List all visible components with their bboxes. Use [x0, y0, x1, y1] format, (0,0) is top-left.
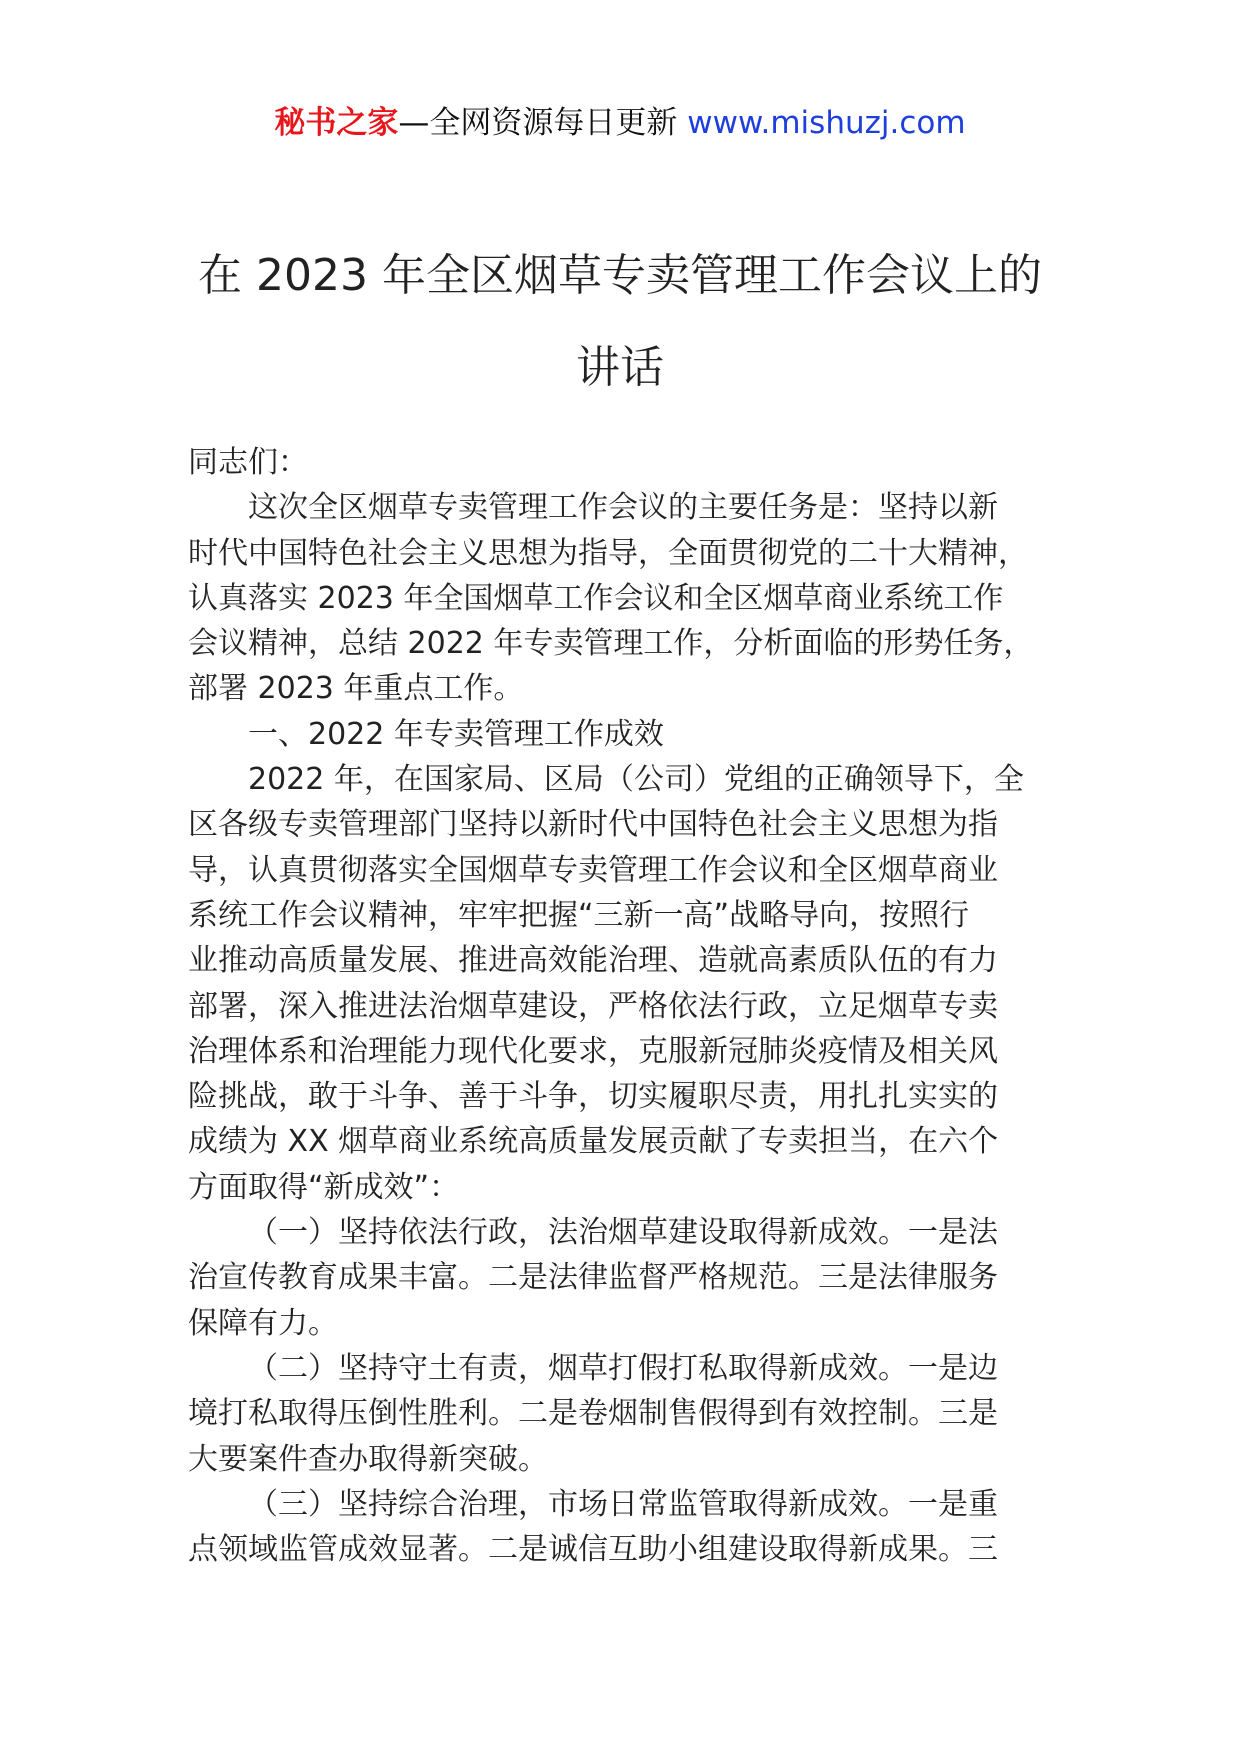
text-line: 区各级专卖管理部门坚持以新时代中国特色社会主义思想为指 [188, 807, 998, 843]
text-line: 这次全区烟草专卖管理工作会议的主要任务是：坚持以新 [248, 490, 998, 526]
text-line: 治宣传教育成果丰富。二是法律监督严格规范。三是法律服务 [188, 1260, 998, 1296]
paragraph-intro [188, 485, 1068, 711]
title-line: 讲话 [576, 342, 664, 393]
paragraph-item-2 [188, 1346, 1068, 1482]
text-line: 方面取得“新成效”： [188, 1169, 460, 1205]
paragraph-item-3 [188, 1482, 1068, 1573]
text-line: 点领域监管成效显著。二是诚信互助小组建设取得新成果。三 [188, 1532, 998, 1568]
section-heading [188, 712, 1068, 757]
text-line: 业推动高质量发展、推进高效能治理、造就高素质队伍的有力 [188, 943, 998, 979]
text-line: （一）坚持依法行政，法治烟草建设取得新成效。一是法 [248, 1215, 998, 1251]
text-line: 时代中国特色社会主义思想为指导，全面贯彻党的二十大精神， [188, 535, 1028, 571]
text-line: （三）坚持综合治理，市场日常监管取得新成效。一是重 [248, 1486, 998, 1522]
text-line: 境打私取得压倒性胜利。二是卷烟制售假得到有效控制。三是 [188, 1396, 998, 1432]
text-line: （二）坚持守土有责，烟草打假打私取得新成效。一是边 [248, 1350, 998, 1386]
text-line: 险挑战，敢于斗争、善于斗争，切实履职尽责，用扎扎实实的 [188, 1079, 998, 1115]
text-line: 部署 2023 年重点工作。 [188, 671, 524, 707]
text-line: 认真落实 2023 年全国烟草工作会议和全区烟草商业系统工作 [188, 580, 1004, 616]
text-line: 成绩为 XX 烟草商业系统高质量发展贡献了专卖担当，在六个 [188, 1124, 999, 1160]
document-title [160, 230, 1080, 414]
title-line: 在 2023 年全区烟草专卖管理工作会议上的 [198, 250, 1042, 301]
text-line: 会议精神，总结 2022 年专卖管理工作，分析面临的形势任务， [188, 626, 1034, 662]
paragraph-item-1 [188, 1210, 1068, 1346]
site-header [0, 100, 1240, 146]
header-tagline: —全网资源每日更新 [398, 105, 678, 141]
text-line: 部署，深入推进法治烟草建设，严格依法行政，立足烟草专卖 [188, 988, 998, 1024]
document-body [188, 440, 1068, 1572]
text-line: 一、2022 年专卖管理工作成效 [248, 716, 664, 752]
salutation [188, 440, 1068, 485]
text-line: 同志们： [188, 445, 308, 480]
text-line: 治理体系和治理能力现代化要求，克服新冠肺炎疫情及相关风 [188, 1033, 998, 1069]
site-url-link[interactable]: www.mishuzj.com [687, 105, 966, 141]
text-line: 导，认真贯彻落实全国烟草专卖管理工作会议和全区烟草商业 [188, 852, 998, 888]
text-line: 大要案件查办取得新突破。 [188, 1441, 548, 1477]
text-line: 2022 年，在国家局、区局（公司）党组的正确领导下，全 [248, 762, 1024, 798]
text-line: 保障有力。 [188, 1305, 338, 1341]
brand-name: 秘书之家 [274, 105, 399, 141]
text-line: 系统工作会议精神，牢牢把握“三新一高”战略导向，按照行 [188, 897, 970, 933]
paragraph-results [188, 757, 1068, 1210]
